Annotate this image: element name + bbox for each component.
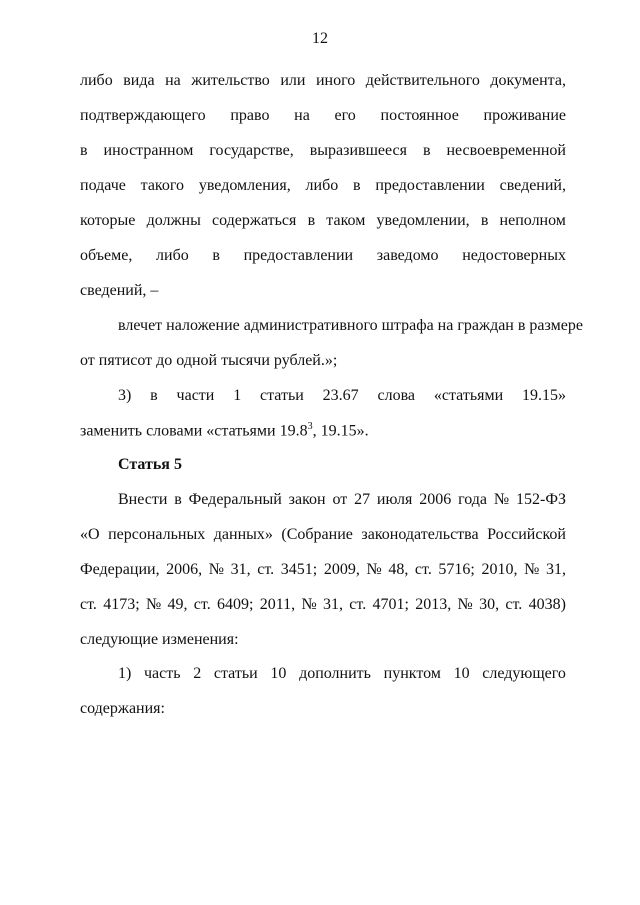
paragraph-line: в иностранном государстве, выразившееся в несвоевременной [80, 142, 566, 159]
paragraph-line: следующие изменения: [80, 631, 239, 648]
paragraph-line: подтверждающего право на его постоянное проживание [80, 107, 566, 124]
paragraph-line: которые должны содержаться в таком уведомлении, в неполном [80, 212, 566, 229]
paragraph-line: «О персональных данных» (Собрание законодательства Российской [80, 526, 566, 543]
paragraph-line: сведений, – [80, 282, 159, 299]
list-item-line: содержания: [80, 700, 165, 717]
paragraph-line: объеме, либо в предоставлении заведомо недостоверных [80, 247, 566, 264]
paragraph-line: влечет наложение административного штрафа на граждан в размере [118, 317, 583, 334]
paragraph-line: ст. 4173; № 49, ст. 6409; 2011, № 31, ст. 4701; 2013, № 30, ст. 4038) [80, 596, 566, 613]
list-item-line: 3) в части 1 статьи 23.67 слова «статьями 19.15» [118, 387, 566, 404]
paragraph-line: Федерации, 2006, № 31, ст. 3451; 2009, № 48, ст. 5716; 2010, № 31, [80, 561, 566, 578]
paragraph-line: Внести в Федеральный закон от 27 июля 2006 года № 152-ФЗ [118, 491, 566, 508]
paragraph-line: подаче такого уведомления, либо в предоставлении сведений, [80, 177, 566, 194]
list-item-line: заменить словами «статьями 19.8$^3$, 19.15». [80, 421, 369, 440]
page-number: 12 [312, 30, 328, 47]
paragraph-line: либо вида на жительство или иного действительного документа, [80, 72, 566, 89]
article-heading: Статья 5 [118, 456, 182, 473]
list-item-line: 1) часть 2 статьи 10 дополнить пунктом 10 следующего [118, 665, 566, 682]
paragraph-line: от пятисот до одной тысячи рублей.»; [80, 352, 338, 369]
